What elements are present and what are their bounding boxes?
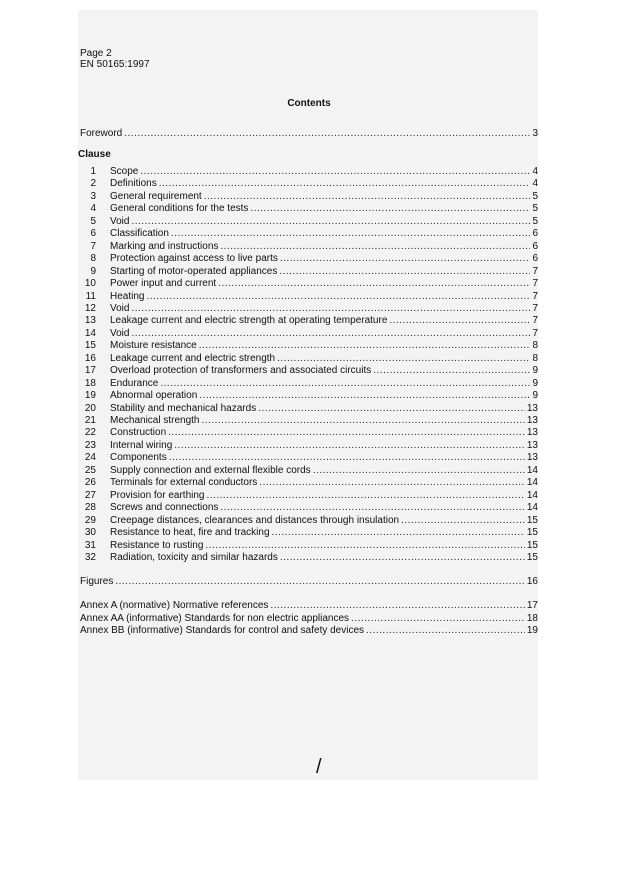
clause-number: 4 — [90, 203, 96, 215]
toc-clause-entry[interactable] — [80, 315, 538, 327]
dot-leader — [160, 378, 530, 390]
clause-page: 13 — [526, 439, 538, 451]
dot-leader — [220, 502, 524, 514]
dot-leader — [131, 303, 530, 315]
page-header — [80, 48, 150, 70]
toc-clause-entry[interactable] — [80, 303, 538, 315]
clause-page: 13 — [526, 427, 538, 439]
toc-entry-figures[interactable] — [80, 576, 538, 588]
annex-page: 17 — [526, 600, 538, 611]
annex-title: Annex AA (informative) Standards for non electric appliances — [80, 612, 350, 624]
dot-leader — [250, 203, 530, 215]
toc-clause-entry[interactable] — [80, 228, 538, 240]
toc-annex-entry[interactable] — [80, 613, 538, 625]
clause-title: Classification — [110, 228, 169, 240]
dot-leader — [146, 291, 530, 303]
dot-leader — [171, 228, 531, 240]
clause-page: 5 — [532, 215, 538, 227]
dot-leader — [169, 452, 525, 464]
clause-page: 15 — [526, 551, 538, 563]
toc-entry-page: 3 — [532, 128, 538, 139]
dot-leader — [159, 178, 531, 190]
annex-page: 19 — [526, 625, 538, 636]
dot-leader — [204, 191, 531, 203]
clause-title: Stability and mechanical hazards — [110, 402, 257, 414]
clause-page: 7 — [532, 327, 538, 339]
clause-number: 9 — [90, 265, 96, 277]
toc-clause-entry[interactable] — [80, 477, 538, 489]
clause-page: 8 — [532, 340, 538, 352]
dot-leader — [218, 278, 530, 290]
clause-page: 7 — [532, 302, 538, 314]
clause-page: 7 — [532, 278, 538, 290]
toc-clause-entry[interactable] — [80, 278, 538, 290]
clause-title: General requirement — [110, 190, 202, 202]
toc-clause-entry[interactable] — [80, 353, 538, 365]
clause-page: 6 — [532, 253, 538, 265]
dot-leader — [207, 490, 525, 502]
clause-number: 11 — [85, 290, 96, 302]
standard-number: EN 50165:1997 — [80, 59, 150, 70]
clause-title: Moisture resistance — [110, 340, 197, 352]
toc-clause-entry[interactable] — [80, 515, 538, 527]
dot-leader — [351, 613, 525, 625]
clause-page: 4 — [532, 166, 538, 177]
toc-entry-page: 16 — [526, 576, 538, 587]
clause-page: 15 — [526, 539, 538, 551]
toc-clause-entry[interactable] — [80, 291, 538, 303]
clause-number: 29 — [84, 514, 96, 526]
clause-number: 14 — [84, 327, 96, 339]
clause-page: 4 — [532, 178, 538, 190]
toc-clause-entry[interactable] — [80, 241, 538, 253]
clause-page: 6 — [532, 228, 538, 240]
toc-entry-label: Foreword — [80, 128, 123, 139]
clause-number: 25 — [84, 464, 96, 476]
dot-leader — [205, 540, 524, 552]
toc-annex-entry[interactable] — [80, 625, 538, 637]
clause-title: Definitions — [110, 178, 157, 190]
clause-number: 3 — [90, 190, 96, 202]
dot-leader — [220, 241, 530, 253]
clause-number: 7 — [90, 240, 96, 252]
clause-number: 20 — [84, 402, 96, 414]
clause-number: 15 — [84, 340, 96, 352]
dot-leader — [140, 166, 530, 178]
dot-leader — [202, 415, 525, 427]
clause-title: Leakage current and electric strength — [110, 352, 276, 364]
clause-title: Void — [110, 215, 130, 227]
clause-number: 6 — [90, 228, 96, 240]
clause-number: 8 — [90, 253, 96, 265]
toc-entry-label: Figures — [80, 576, 114, 587]
page-number: Page 2 — [80, 48, 112, 59]
clause-page: 15 — [526, 527, 538, 539]
dot-leader — [389, 315, 530, 327]
clause-title: Overload protection of transformers and associated circuits — [110, 365, 372, 377]
toc-clause-entry[interactable] — [80, 253, 538, 265]
clause-page: 9 — [532, 390, 538, 402]
clause-page: 6 — [532, 240, 538, 252]
toc-clause-entry[interactable] — [80, 191, 538, 203]
clause-page: 15 — [526, 514, 538, 526]
clause-page: 13 — [526, 415, 538, 426]
clause-page: 9 — [532, 377, 538, 389]
clause-title: Void — [110, 302, 130, 314]
toc-clause-entry[interactable] — [80, 440, 538, 452]
toc-entry-foreword[interactable] — [80, 128, 538, 140]
toc-clause-entry[interactable] — [80, 378, 538, 390]
clause-number: 24 — [84, 452, 96, 464]
dot-leader — [131, 216, 530, 228]
clause-page: 14 — [526, 489, 538, 501]
dot-leader — [313, 465, 525, 477]
clause-number: 5 — [90, 215, 96, 227]
clause-number: 23 — [84, 439, 96, 451]
toc-annex-entry[interactable] — [80, 600, 538, 612]
dot-leader — [270, 600, 524, 612]
dot-leader — [259, 477, 525, 489]
clause-title: Endurance — [110, 377, 159, 389]
clause-title: Abnormal operation — [110, 390, 198, 402]
toc-clause-entry[interactable] — [80, 540, 538, 552]
dot-leader — [199, 340, 531, 352]
dot-leader — [272, 527, 525, 539]
clause-page: 7 — [532, 290, 538, 302]
clause-number: 27 — [84, 489, 96, 501]
toc-clause-entry[interactable] — [80, 390, 538, 402]
clause-number: 2 — [90, 178, 96, 190]
annex-title: Annex A (normative) Normative references — [80, 600, 269, 611]
clause-number: 16 — [84, 352, 96, 364]
clause-page: 13 — [526, 452, 538, 464]
toc-clause-entry[interactable] — [80, 266, 538, 278]
clause-title: Resistance to rusting — [110, 539, 204, 551]
clause-title: Screws and connections — [110, 502, 219, 514]
clause-page: 5 — [532, 190, 538, 202]
clause-title: General conditions for the tests — [110, 203, 249, 215]
dot-leader — [401, 515, 525, 527]
toc-clause-entry[interactable] — [80, 178, 538, 190]
clause-number: 18 — [84, 377, 96, 389]
clause-number: 10 — [84, 278, 96, 290]
toc-clause-entry[interactable] — [80, 552, 538, 564]
toc-clause-entry[interactable] — [80, 527, 538, 539]
toc-clause-entry[interactable] — [80, 415, 538, 427]
clause-page: 14 — [526, 502, 538, 514]
clause-number: 12 — [84, 302, 96, 314]
toc-clause-entry[interactable] — [80, 203, 538, 215]
clause-title: Heating — [110, 290, 145, 302]
clause-page: 14 — [526, 477, 538, 489]
clause-title: Void — [110, 327, 130, 339]
clause-number: 32 — [84, 551, 96, 563]
clause-title: Creepage distances, clearances and distances through insulation — [110, 514, 400, 526]
clause-number: 31 — [84, 539, 96, 551]
clause-title: Marking and instructions — [110, 240, 219, 252]
footer-mark: / — [316, 756, 322, 778]
clause-title: Construction — [110, 427, 167, 439]
clause-number: 19 — [84, 390, 96, 402]
dot-leader — [280, 253, 531, 265]
annex-title: Annex BB (informative) Standards for control and safety devices — [80, 625, 365, 636]
clause-page: 7 — [532, 265, 538, 277]
dot-leader — [280, 552, 525, 564]
toc-clause-entry[interactable] — [80, 502, 538, 514]
toc-clause-entry[interactable] — [80, 427, 538, 439]
dot-leader — [258, 403, 525, 415]
clause-page: 5 — [532, 203, 538, 215]
dot-leader — [131, 328, 530, 340]
toc-clause-entry[interactable] — [80, 403, 538, 415]
contents-title: Contents — [287, 98, 331, 109]
clause-page: 14 — [526, 464, 538, 476]
clause-number: 1 — [90, 166, 96, 177]
clause-number: 17 — [84, 365, 96, 377]
clause-title: Power input and current — [110, 278, 217, 290]
annex-page: 18 — [526, 612, 538, 624]
clause-title: Internal wiring — [110, 439, 173, 451]
toc-clause-entry[interactable] — [80, 340, 538, 352]
toc-clause-entry[interactable] — [80, 465, 538, 477]
clause-title: Mechanical strength — [110, 415, 200, 426]
toc-clause-entry[interactable] — [80, 452, 538, 464]
dot-leader — [277, 353, 530, 365]
clause-title: Terminals for external conductors — [110, 477, 258, 489]
clause-title: Supply connection and external flexible cords — [110, 464, 311, 476]
clause-number: 13 — [84, 315, 96, 327]
clause-page: 9 — [532, 365, 538, 377]
clause-number: 22 — [84, 427, 96, 439]
dot-leader — [279, 266, 530, 278]
clause-title: Starting of motor-operated appliances — [110, 265, 278, 277]
dot-leader — [124, 128, 530, 140]
clause-page: 8 — [532, 352, 538, 364]
toc-clause-entry[interactable] — [80, 365, 538, 377]
clause-title: Scope — [110, 166, 139, 177]
clause-number: 21 — [84, 415, 96, 426]
toc-clause-entry[interactable] — [80, 166, 538, 178]
dot-leader — [199, 390, 530, 402]
dot-leader — [174, 440, 525, 452]
toc-clause-entry[interactable] — [80, 490, 538, 502]
clause-number: 26 — [84, 477, 96, 489]
dot-leader — [115, 576, 525, 588]
clause-heading: Clause — [78, 149, 111, 160]
toc-clause-entry[interactable] — [80, 328, 538, 340]
clause-page: 7 — [532, 315, 538, 327]
clause-number: 30 — [84, 527, 96, 539]
clause-page: 13 — [526, 402, 538, 414]
clause-title: Components — [110, 452, 167, 464]
clause-title: Leakage current and electric strength at operating temperature — [110, 315, 388, 327]
dot-leader — [168, 427, 525, 439]
toc-clause-entry[interactable] — [80, 216, 538, 228]
clause-title: Provision for earthing — [110, 489, 205, 501]
dot-leader — [366, 625, 525, 637]
clause-title: Radiation, toxicity and similar hazards — [110, 551, 278, 563]
clause-number: 28 — [84, 502, 96, 514]
dot-leader — [373, 365, 530, 377]
clause-title: Resistance to heat, fire and tracking — [110, 527, 270, 539]
clause-title: Protection against access to live parts — [110, 253, 278, 265]
